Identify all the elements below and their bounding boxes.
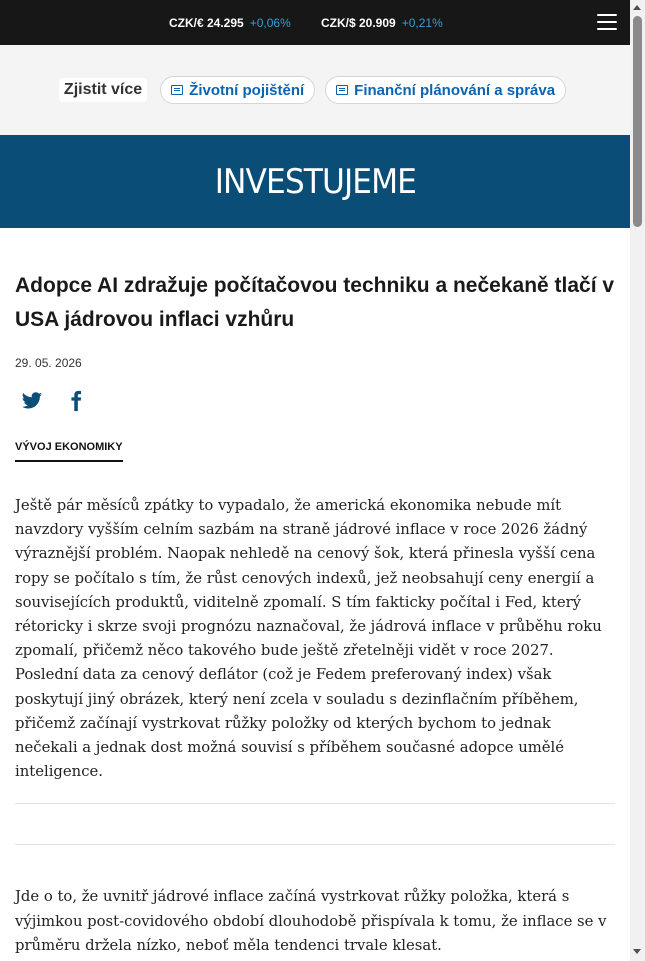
ticker-pair: CZK/€ 24.295: [169, 15, 244, 30]
brand-logo[interactable]: INVESTUJEME: [214, 161, 416, 202]
scroll-down-arrow-icon[interactable]: [633, 949, 641, 954]
scrollbar-thumb[interactable]: [633, 16, 642, 227]
article: [0, 269, 630, 958]
learn-more-label: Zjistit více: [59, 78, 147, 102]
hamburger-menu-icon[interactable]: [597, 14, 617, 32]
vertical-scrollbar[interactable]: [630, 0, 645, 961]
chip-label: Životní pojištění: [189, 81, 305, 99]
ticker-pair: CZK/$ 20.909: [321, 15, 396, 30]
ticker-change: +0,21%: [401, 15, 443, 30]
divider: [15, 844, 615, 845]
document-icon: [171, 85, 183, 95]
currency-ticker-eur[interactable]: [169, 0, 291, 45]
article-paragraph: Jde o to, že uvnitř jádrové inflace začíná vystrkovat růžky položka, která s výjimkou post-covidového období dlouhodobě přispívala k tomu, že inflace se v průměru držela nízko, neboť měla tendenci trvale klesat.: [15, 888, 607, 954]
article-paragraph: Ještě pár měsíců zpátky to vypadalo, že americká ekonomika nebude mít navzdory vyšším celním sazbám na straně jádrové inflace v roce 2026 žádný výraznější problém. Naopak nehledě na cenový šok, která přinesla vyšší cena ropy se počítalo s tím, že růst cenových indexů, jež neobsahují ceny energií a souvisejících produktů, viditelně zpomalí. S tím fakticky počítal i Fed, který rétoricky i skrze svoji prognózu naznačoval, že jádrová inflace v průběhu roku zpomalí, přičemž něco takového bude ještě zřetelněji vidět v roce 2027. Poslední data za cenový deflátor (což je Fedem preferovaný index) však poskytují jiný obrázek, který není zcela v souladu s dezinflačním příběhem, přičemž začínají vystrkovat růžky položky od kterých bychom to jednak nečekali a jednak dost možná souvisí s příběhem současné adopce umělé inteligence.: [15, 497, 602, 781]
brand-banner: [0, 135, 630, 228]
share-buttons: [15, 388, 615, 414]
chip-financial-planning[interactable]: [325, 76, 566, 104]
chip-life-insurance[interactable]: [160, 76, 315, 104]
ticker-change: +0,06%: [249, 15, 291, 30]
article-date: 29. 05. 2026: [15, 356, 82, 370]
scroll-up-arrow-icon[interactable]: [633, 5, 641, 10]
article-category-link[interactable]: VÝVOJ EKONOMIKY: [15, 441, 123, 462]
divider: [15, 803, 615, 804]
document-icon: [336, 85, 348, 95]
facebook-icon[interactable]: [65, 390, 87, 412]
learn-more-bar: [0, 45, 630, 135]
top-bar: [0, 0, 630, 45]
twitter-icon[interactable]: [21, 390, 43, 412]
chip-label: Finanční plánování a správa: [354, 81, 556, 99]
currency-ticker-usd[interactable]: [321, 0, 443, 45]
article-title: Adopce AI zdražuje počítačovou techniku a nečekaně tlačí v USA jádrovou inflaci vzhůru: [15, 274, 615, 331]
